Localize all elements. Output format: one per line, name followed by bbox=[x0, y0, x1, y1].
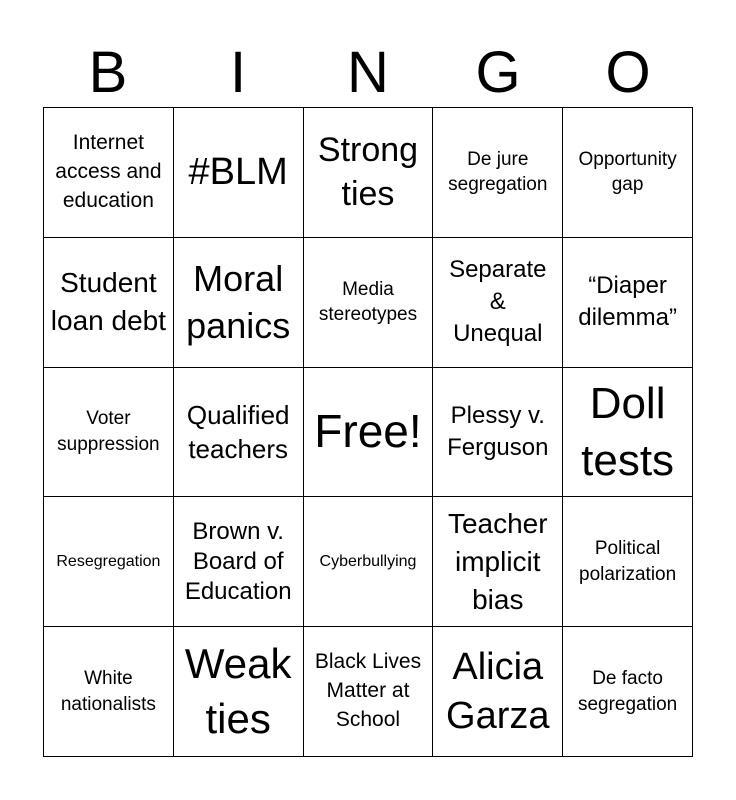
cell-text: Cyberbullying bbox=[319, 553, 417, 571]
header-letter-g: G bbox=[475, 40, 521, 105]
bingo-cell[interactable] bbox=[563, 238, 693, 368]
bingo-cell[interactable] bbox=[433, 368, 563, 498]
cell-text: Strong ties bbox=[317, 130, 419, 214]
bingo-cell[interactable] bbox=[44, 627, 174, 757]
cell-text: Separate & Unequal bbox=[449, 255, 547, 348]
bingo-cell[interactable] bbox=[563, 108, 693, 238]
bingo-cell[interactable] bbox=[433, 497, 563, 627]
bingo-card-grid bbox=[43, 107, 693, 757]
cell-text: De facto segregation bbox=[577, 667, 678, 715]
bingo-cell[interactable] bbox=[304, 627, 434, 757]
cell-text: #BLM bbox=[188, 150, 288, 193]
bingo-cell[interactable] bbox=[304, 108, 434, 238]
bingo-cell[interactable] bbox=[174, 368, 304, 498]
bingo-cell[interactable] bbox=[563, 368, 693, 498]
bingo-cell[interactable] bbox=[563, 497, 693, 627]
bingo-cell[interactable] bbox=[174, 497, 304, 627]
bingo-cell[interactable] bbox=[174, 108, 304, 238]
bingo-cell[interactable] bbox=[44, 238, 174, 368]
bingo-cell[interactable] bbox=[44, 368, 174, 498]
bingo-cell[interactable] bbox=[433, 238, 563, 368]
cell-text: Media stereotypes bbox=[318, 278, 418, 326]
cell-text: White nationalists bbox=[60, 667, 156, 715]
header-letter-o: O bbox=[605, 40, 651, 105]
bingo-cell[interactable] bbox=[44, 108, 174, 238]
cell-text: “Diaper dilemma” bbox=[578, 271, 677, 332]
cell-text: Plessy v. Ferguson bbox=[447, 401, 549, 461]
bingo-cell[interactable] bbox=[433, 627, 563, 757]
bingo-cell[interactable] bbox=[304, 368, 434, 498]
header-letter-i: I bbox=[229, 40, 247, 105]
cell-text: De jure segregation bbox=[448, 148, 548, 196]
cell-text: Alicia Garza bbox=[446, 645, 550, 737]
cell-text: Qualified teachers bbox=[186, 399, 290, 464]
cell-text: Black Lives Matter at School bbox=[314, 650, 422, 732]
bingo-cell[interactable] bbox=[563, 627, 693, 757]
bingo-cell[interactable] bbox=[304, 497, 434, 627]
header-letter-b: B bbox=[88, 40, 128, 105]
cell-text: Voter suppression bbox=[57, 408, 160, 455]
cell-text: Teacher implicit bias bbox=[447, 507, 548, 615]
bingo-cell[interactable] bbox=[304, 238, 434, 368]
cell-text: Resegregation bbox=[56, 553, 161, 571]
cell-text: Internet access and education bbox=[55, 130, 162, 212]
cell-text: Weak ties bbox=[184, 640, 292, 742]
cell-text: Brown v. Board of Education bbox=[184, 517, 292, 605]
cell-text: Opportunity gap bbox=[578, 148, 677, 196]
header-letter-n: N bbox=[347, 40, 389, 105]
bingo-cell[interactable] bbox=[174, 238, 304, 368]
bingo-cell[interactable] bbox=[174, 627, 304, 757]
cell-text: Student loan debt bbox=[50, 267, 166, 337]
cell-text: Doll tests bbox=[581, 378, 675, 485]
cell-text: Political polarization bbox=[579, 538, 677, 585]
bingo-cell[interactable] bbox=[433, 108, 563, 238]
bingo-cell[interactable] bbox=[44, 497, 174, 627]
free-space-text: Free! bbox=[314, 405, 422, 458]
cell-text: Moral panics bbox=[186, 257, 291, 347]
bingo-header bbox=[43, 38, 693, 108]
